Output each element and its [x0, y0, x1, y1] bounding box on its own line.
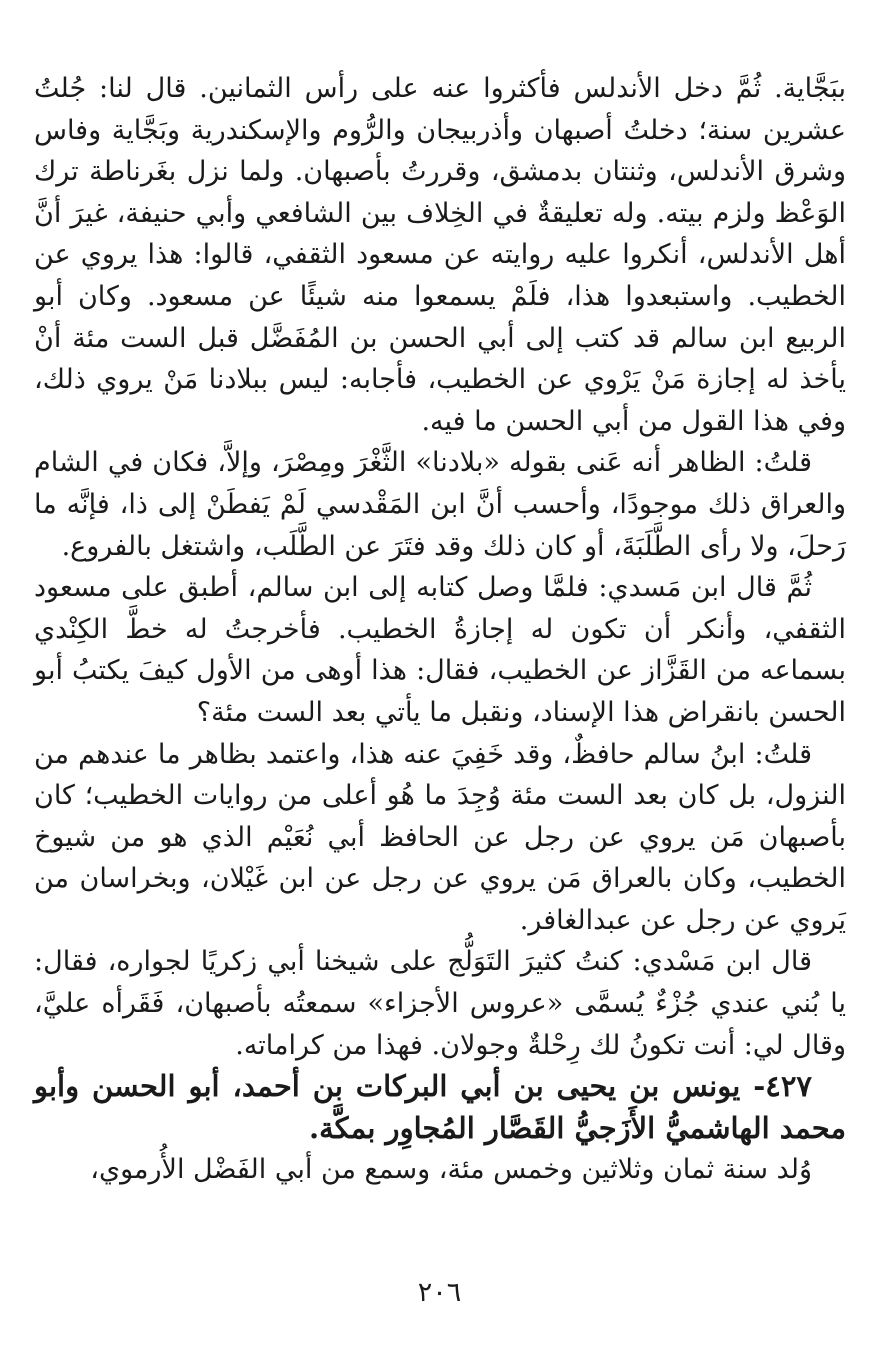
paragraph-1: ببَجَّاية. ثُمَّ دخل الأندلس فأكثروا عنه على رأس الثمانين. قال لنا: جُلتُ عشرين سنة؛ دخلتُ أصبهان وأذربيجان والرُّوم والإسكندرية وبَجَّاية وفاس وشرق الأندلس، وثنتان بدمشق، وقررتُ بأصبهان. ولما نزل بغَرناطة ترك الوَعْظ ولزم بيته. وله تعليقةٌ في الخِلاف بين الشافعي وأبي حنيفة، غيرَ أنَّ أهل الأندلس، أنكروا عليه روايته عن مسعود الثقفي، قالوا: هذا يروي عن الخطيب. واستبعدوا هذا، فلَمْ يسمعوا منه شيئًا عن مسعود. وكان أبو الربيع ابن سالم قد كتب إلى أبي الحسن بن المُفَضَّل قبل الست مئة أنْ يأخذ له إجازة مَنْ يَرْوي عن الخطيب، فأجابه: ليس ببلادنا مَنْ يروي ذلك، وفي هذا القول من أبي الحسن ما فيه. [34, 73, 846, 437]
paragraph-2: قلتُ: الظاهر أنه عَنى بقوله «بلادنا» الثَّغْرَ ومِصْرَ، وإلاَّ، فكان في الشام والعراق ذلك موجودًا، وأحسب أنَّ ابن المَقْدسي لَمْ يَفطَنْ إلى ذا، فإنَّه ما رَحلَ، ولا رأى الطَّلَبَةَ، أو كان ذلك وقد فتَرَ عن الطَّلَب، واشتغل بالفروع. [34, 447, 846, 562]
page-number: ٢٠٦ [417, 1277, 462, 1308]
entry-text: وُلد سنة ثمان وثلاثين وخمس مئة، وسمع من أبي الفَضْل الأُرموي، [90, 1154, 812, 1186]
paragraph-5: قال ابن مَسْدي: كنتُ كثيرَ التَوَلُّج على شيخنا أبي زكريًا لجواره، فقال: يا بُني عندي جُزْءٌ يُسمَّى «عروس الأجزاء» سمعتُه بأصبهان، فَقَرأه عليَّ، وقال لي: أنت تكونُ لك رِحْلةٌ وجولان. فهذا من كراماته. [34, 946, 846, 1061]
entry-heading: ٤٢٧- يونس بن يحيى بن أبي البركات بن أحمد، أبو الحسن وأبو محمد الهاشميُّ الأَزَجيُّ القَصَّار المُجاوِر بمكَّة. [34, 1069, 846, 1145]
paragraph-3: ثُمَّ قال ابن مَسدي: فلمَّا وصل كتابه إلى ابن سالم، أطبق على مسعود الثقفي، وأنكر أن تكون له إجازةُ الخطيب. فأخرجتُ له خطَّ الكِنْدي بسماعه من القَزَّاز عن الخطيب، فقال: هذا أوهى من الأول كيفَ يكتبُ أبو الحسن بانقراض هذا الإسناد، ونقبل ما يأتي بعد الست مئة؟ [34, 572, 846, 728]
page-body [34, 68, 846, 1191]
paragraph-4: قلتُ: ابنُ سالم حافظٌ، وقد خَفِيَ عنه هذا، واعتمد بظاهر ما عندهم من النزول، بل كان بعد الست مئة وُجِدَ ما هُو أعلى من روايات الخطيب؛ كان بأصبهان مَن يروي عن رجل عن الحافظ أبي نُعَيْم الذي هو من شيوخ الخطيب، وكان بالعراق مَن يروي عن رجل عن ابن غَيْلان، وبخراسان من يَروي عن رجل عن عبدالغافر. [34, 738, 846, 936]
